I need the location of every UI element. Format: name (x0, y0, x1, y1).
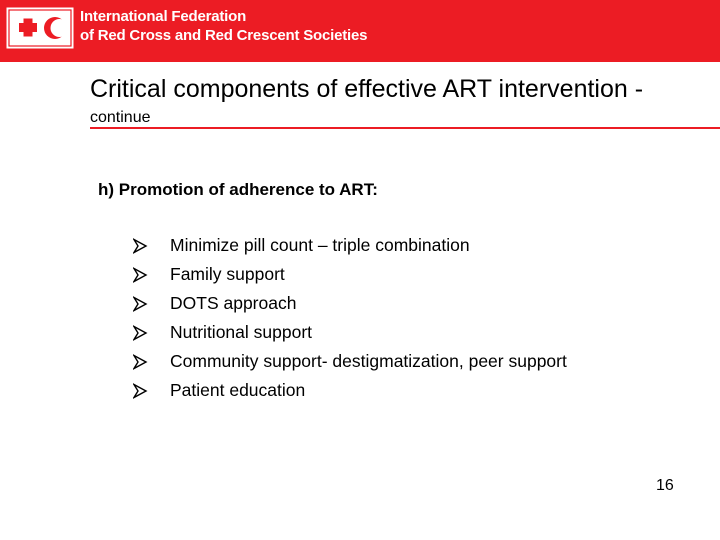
list-item (133, 318, 567, 347)
bullet-text: Patient education (170, 380, 306, 400)
bullet-text: Nutritional support (170, 322, 313, 342)
bullet-text: Family support (170, 264, 285, 284)
list-item (133, 347, 567, 376)
bullet-text: Community support- destigmatization, peer support (170, 351, 567, 371)
arrow-bullet-icon (133, 354, 170, 370)
bullet-text: DOTS approach (170, 293, 297, 313)
arrow-bullet-icon (133, 238, 170, 254)
list-item (133, 231, 567, 260)
arrow-bullet-icon (133, 383, 170, 399)
list-item (133, 376, 567, 405)
bullet-text: Minimize pill count – triple combination (170, 235, 470, 255)
list-item (133, 289, 567, 318)
page-number: 16 (656, 477, 674, 494)
section-heading: h) Promotion of adherence to ART: (98, 180, 378, 199)
arrow-bullet-icon (133, 296, 170, 312)
org-name-line-1: International Federation (80, 8, 247, 25)
header-banner (0, 0, 720, 62)
list-item (133, 260, 567, 289)
slide-title: Critical components of effective ART intervention - (90, 75, 644, 103)
org-name-line-2: of Red Cross and Red Crescent Societies (80, 27, 368, 44)
red-cross-crescent-logo-icon (6, 7, 74, 49)
slide-subtitle: continue (90, 109, 151, 126)
arrow-bullet-icon (133, 325, 170, 341)
title-divider (90, 127, 720, 129)
organization-name (80, 7, 367, 45)
bullet-list (133, 231, 567, 405)
arrow-bullet-icon (133, 267, 170, 283)
